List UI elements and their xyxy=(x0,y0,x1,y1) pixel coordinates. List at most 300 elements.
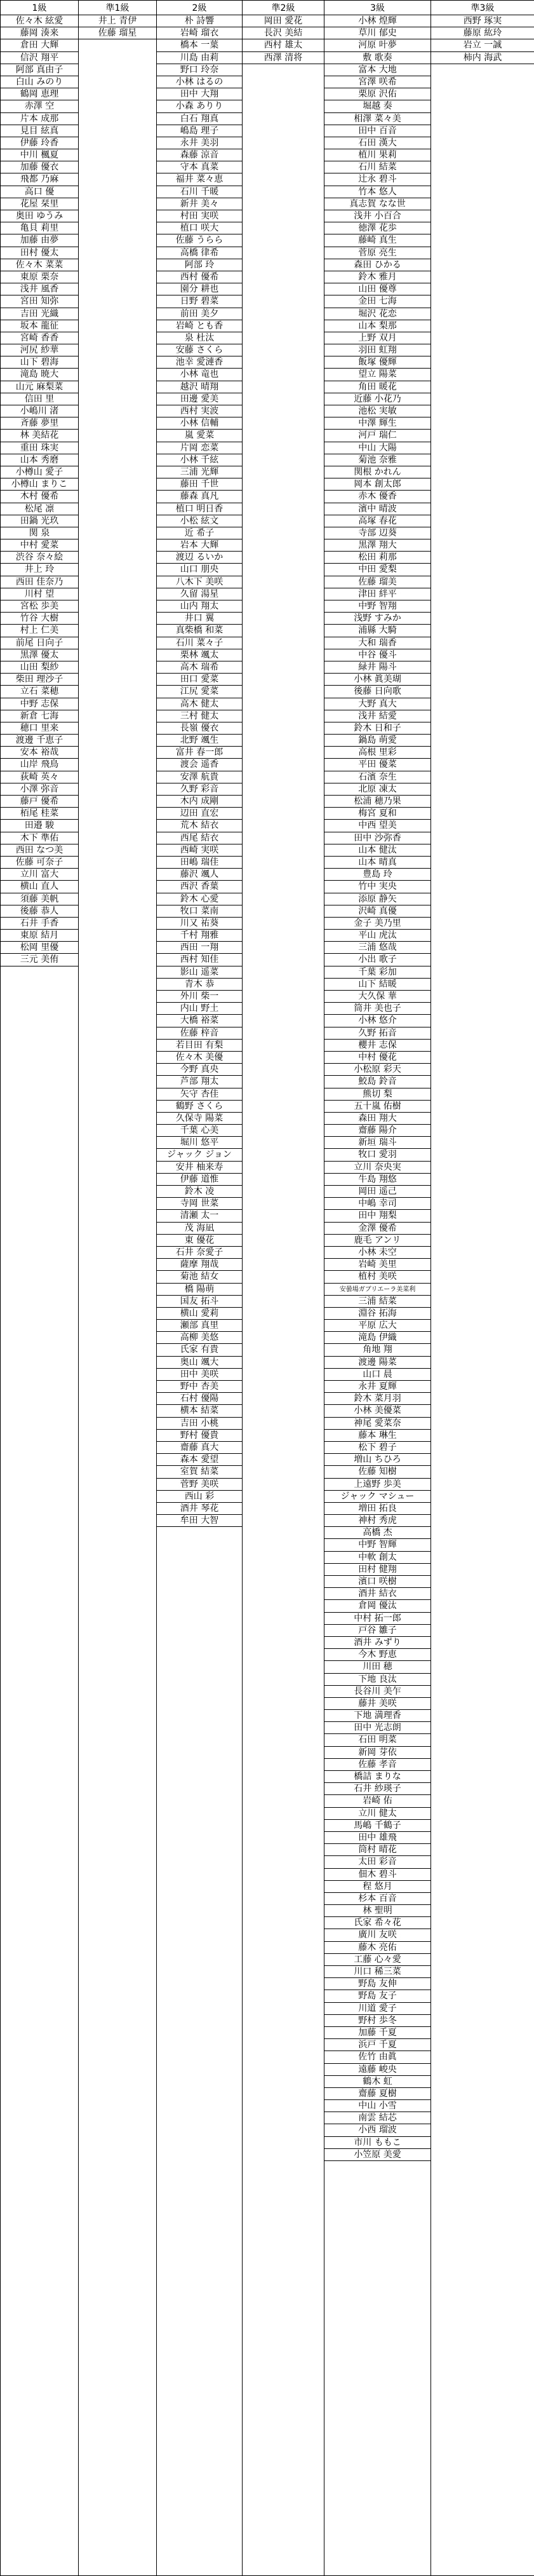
name-cell: 中野 智翔 xyxy=(324,600,431,613)
name-cell: 重田 珠実 xyxy=(1,442,78,454)
name-cell: 高橋 杰 xyxy=(324,1527,431,1539)
name-cell: 植口 咲大 xyxy=(157,222,242,234)
name-cell: 田村 優太 xyxy=(1,247,78,259)
name-cell: 石井 奈愛子 xyxy=(157,1247,242,1259)
name-cell: 西澤 清将 xyxy=(243,52,324,64)
name-cell: 高木 瑞希 xyxy=(157,661,242,674)
name-cell: 穂口 里来 xyxy=(1,722,78,735)
name-cell: 杉本 百音 xyxy=(324,1893,431,1905)
name-cell: 吉田 小桃 xyxy=(157,1418,242,1430)
name-cell: 辻永 碧斗 xyxy=(324,173,431,186)
name-cell: 大和 瑞香 xyxy=(324,637,431,649)
name-cell: 田邊 愛美 xyxy=(157,393,242,405)
name-cell: 前田 美夕 xyxy=(157,308,242,320)
name-cell: 小森 ありり xyxy=(157,100,242,112)
header-row xyxy=(1,1,534,15)
name-cell: 新井 美々 xyxy=(157,198,242,210)
name-cell: 小松原 彩天 xyxy=(324,1064,431,1076)
name-cell: 中野 智輝 xyxy=(324,1539,431,1551)
name-cell: 荒木 結衣 xyxy=(157,820,242,832)
name-cell: 中西 望美 xyxy=(324,820,431,832)
name-cell: 川島 由莉 xyxy=(157,52,242,64)
name-cell: 岩崎 佑 xyxy=(324,1795,431,1807)
name-cell: 鍋島 萌愛 xyxy=(324,735,431,747)
name-cell: 牧口 愛羽 xyxy=(324,1149,431,1161)
name-cell: 佐藤 梓音 xyxy=(157,1027,242,1040)
name-cell: 石川 菜々子 xyxy=(157,637,242,649)
name-cell: 奥山 颯大 xyxy=(157,1357,242,1369)
name-cell: 清瀬 太一 xyxy=(157,1210,242,1222)
name-cell: 金田 七海 xyxy=(324,295,431,308)
name-cell: 三浦 光輝 xyxy=(157,466,242,478)
name-cell: 齋藤 真大 xyxy=(157,1442,242,1454)
name-cell: 森本 愛望 xyxy=(157,1454,242,1466)
name-cell: 伊藤 道惟 xyxy=(157,1174,242,1186)
name-cell: 黒澤 優太 xyxy=(1,649,78,661)
name-cell: 大橋 裕菜 xyxy=(157,1015,242,1027)
name-cell: 森田 ひかる xyxy=(324,259,431,271)
name-cell: 片岡 恋菜 xyxy=(157,442,242,454)
name-cell: 加藤 優衣 xyxy=(1,161,78,173)
name-cell: 栢尾 桂菜 xyxy=(1,808,78,820)
name-cell: 山内 翔太 xyxy=(157,600,242,613)
name-cell: 安藤 さくら xyxy=(157,344,242,356)
name-cell: 井口 翼 xyxy=(157,613,242,625)
name-cell: 淵谷 拓海 xyxy=(324,1308,431,1320)
name-cell: 今野 真央 xyxy=(157,1064,242,1076)
name-cell: 河原 叶夢 xyxy=(324,39,431,51)
name-cell: 佐藤 知樹 xyxy=(324,1466,431,1478)
name-cell: 田中 大翔 xyxy=(157,88,242,100)
name-cell: 筒井 美也子 xyxy=(324,1003,431,1015)
name-cell: 立川 富大 xyxy=(1,869,78,881)
name-cell: 真柴橋 和菜 xyxy=(157,625,242,637)
name-cell: 柿内 海武 xyxy=(431,52,534,64)
name-cell: 後藤 恭人 xyxy=(1,905,78,918)
name-cell: 富本 大地 xyxy=(324,64,431,76)
name-cell: 田中 雄飛 xyxy=(324,1832,431,1844)
name-cell: 西崎 実咲 xyxy=(157,844,242,857)
name-cell: 佐藤 孝音 xyxy=(324,1759,431,1771)
name-cell: 茂 海凪 xyxy=(157,1223,242,1235)
name-cell: 森藤 涼音 xyxy=(157,149,242,161)
column-grade-2 xyxy=(157,15,243,2576)
name-cell: 石田 漢大 xyxy=(324,137,431,149)
header-grade-3: 3級 xyxy=(324,1,431,15)
name-cell: 片本 成那 xyxy=(1,113,78,125)
name-cell: 植口 明日香 xyxy=(157,503,242,515)
name-cell: 小嶋川 渚 xyxy=(1,405,78,417)
name-cell: 金澤 優希 xyxy=(324,1223,431,1235)
name-cell: 遠藤 峻央 xyxy=(324,2064,431,2076)
name-cell: 山本 梨那 xyxy=(324,320,431,332)
name-cell: 後藤 日向歌 xyxy=(324,686,431,698)
name-cell: 八木下 美咲 xyxy=(157,576,242,588)
name-cell: 望立 陽菜 xyxy=(324,369,431,381)
name-cell: 石川 結菜 xyxy=(324,161,431,173)
name-cell: 山本 秀磨 xyxy=(1,454,78,466)
name-cell: 氏家 有貴 xyxy=(157,1344,242,1356)
name-cell: 程 悠月 xyxy=(324,1881,431,1893)
name-cell: 寺岡 世菜 xyxy=(157,1198,242,1210)
name-cell: 高柳 美悠 xyxy=(157,1332,242,1344)
name-cell: 新岡 芽依 xyxy=(324,1747,431,1759)
name-cell: 赤澤 空 xyxy=(1,100,78,112)
name-cell: 下地 良汰 xyxy=(324,1674,431,1686)
name-cell: 市川 ももこ xyxy=(324,2137,431,2149)
name-cell: 三浦 悠哉 xyxy=(324,942,431,954)
name-cell: 山口 朋央 xyxy=(157,564,242,576)
name-cell: 田中 百音 xyxy=(324,125,431,137)
name-cell: 上野 双月 xyxy=(324,332,431,344)
name-cell: 加藤 由夢 xyxy=(1,234,78,247)
name-cell: 辺田 直宏 xyxy=(157,808,242,820)
name-cell: 森田 翔大 xyxy=(324,1113,431,1125)
name-cell: 東原 結月 xyxy=(1,930,78,942)
name-cell: 石村 優陽 xyxy=(157,1393,242,1405)
name-cell: 菅原 亮生 xyxy=(324,247,431,259)
name-cell: 植川 果莉 xyxy=(324,149,431,161)
name-cell: 酒井 結衣 xyxy=(324,1588,431,1600)
name-cell: 濱口 咲樹 xyxy=(324,1576,431,1588)
name-cell: 田中 翔梨 xyxy=(324,1210,431,1222)
name-cell: 伊藤 玲香 xyxy=(1,137,78,149)
name-cell: 倉田 大輝 xyxy=(1,39,78,51)
name-cell: 北野 颯生 xyxy=(157,735,242,747)
name-cell: 長沢 美結 xyxy=(243,27,324,39)
name-cell: 山下 碧海 xyxy=(1,356,78,369)
name-cell: 東原 栗奈 xyxy=(1,271,78,283)
name-cell: 緑井 陽斗 xyxy=(324,661,431,674)
name-cell: 鈴木 凌 xyxy=(157,1186,242,1198)
name-cell: 白石 翔真 xyxy=(157,113,242,125)
name-cell: 横山 直人 xyxy=(1,881,78,893)
name-cell: 下地 満理香 xyxy=(324,1710,431,1722)
name-cell: 黒澤 翔大 xyxy=(324,539,431,552)
name-cell: 関 泉 xyxy=(1,527,78,539)
name-cell: 川村 望 xyxy=(1,588,78,600)
name-cell: 相澤 菜々美 xyxy=(324,113,431,125)
name-cell: 安曇場ガブリエーラ美菜利 xyxy=(324,1284,431,1296)
name-cell: 菊池 奈雅 xyxy=(324,454,431,466)
name-cell: 藤森 真凡 xyxy=(157,491,242,503)
name-cell: 横本 結菜 xyxy=(157,1405,242,1417)
name-cell: 西村 優希 xyxy=(157,271,242,283)
name-cell: 朴 詩響 xyxy=(157,15,242,27)
name-cell: 白山 みのり xyxy=(1,76,78,88)
name-cell: 宮崎 香香 xyxy=(1,332,78,344)
name-cell: 浦縣 大騎 xyxy=(324,625,431,637)
name-cell: 石川 千暖 xyxy=(157,186,242,198)
name-cell: 工藤 心々愛 xyxy=(324,1954,431,1966)
name-cell: 関根 かれん xyxy=(324,466,431,478)
name-cell: 浅井 風香 xyxy=(1,283,78,295)
name-cell: 小松 絃文 xyxy=(157,515,242,527)
name-cell: 鈴木 日和子 xyxy=(324,722,431,735)
name-cell: 藤原 紘玲 xyxy=(431,27,534,39)
name-cell: 中村 拓一郎 xyxy=(324,1613,431,1625)
name-cell: 堀沢 花恋 xyxy=(324,308,431,320)
name-cell: 外川 柴一 xyxy=(157,991,242,1003)
name-cell: 坂本 龍征 xyxy=(1,320,78,332)
name-cell: 渋谷 奈々絵 xyxy=(1,552,78,564)
column-grade-pre1 xyxy=(79,15,157,2576)
name-cell: 齋藤 陽介 xyxy=(324,1125,431,1137)
name-cell: 梅宮 夏和 xyxy=(324,808,431,820)
name-cell: 西田 佳奈乃 xyxy=(1,576,78,588)
name-cell: 大野 真大 xyxy=(324,698,431,710)
name-cell: 飛都 乃麻 xyxy=(1,173,78,186)
name-cell: 渡邊 陽菜 xyxy=(324,1357,431,1369)
name-cell: 西田 一翔 xyxy=(157,942,242,954)
name-cell: 野島 友子 xyxy=(324,1990,431,2002)
name-cell: 池幸 愛漣香 xyxy=(157,356,242,369)
name-cell: 藤井 美咲 xyxy=(324,1698,431,1710)
name-cell: 福井 菜々恵 xyxy=(157,173,242,186)
name-cell: 田嶋 瑞佳 xyxy=(157,857,242,869)
name-cell: 鈴木 菜月羽 xyxy=(324,1393,431,1405)
name-cell: 西村 知佳 xyxy=(157,954,242,966)
name-cell: 吉田 光織 xyxy=(1,308,78,320)
name-cell: 小林 美優菜 xyxy=(324,1405,431,1417)
name-cell: 角田 暖花 xyxy=(324,381,431,393)
name-cell: 高根 里彩 xyxy=(324,747,431,759)
names-row xyxy=(1,15,534,2576)
name-cell: 山元 麻梨菜 xyxy=(1,381,78,393)
name-cell: 濱中 晴波 xyxy=(324,503,431,515)
name-cell: 佐々木 絃愛 xyxy=(1,15,78,27)
name-cell: 増田 拓良 xyxy=(324,1503,431,1515)
name-cell: 佐藤 うらら xyxy=(157,234,242,247)
name-cell: 奥田 ゆうみ xyxy=(1,210,78,222)
name-cell: 竹中 実央 xyxy=(324,881,431,893)
name-cell: 小林 悠介 xyxy=(324,1015,431,1027)
name-cell: 佃木 碧斗 xyxy=(324,1869,431,1881)
name-cell: 栗原 沢佑 xyxy=(324,88,431,100)
name-cell: 阿部 真由子 xyxy=(1,64,78,76)
name-cell: 南雲 結芯 xyxy=(324,2112,431,2124)
name-cell: 高木 健太 xyxy=(157,698,242,710)
name-cell: 川道 愛子 xyxy=(324,2003,431,2015)
name-cell: 神尾 愛菜奈 xyxy=(324,1418,431,1430)
name-cell: 鈴木 雅月 xyxy=(324,271,431,283)
name-cell: ジャック マシュー xyxy=(324,1491,431,1503)
name-cell: 豊島 玲 xyxy=(324,869,431,881)
name-cell: 村上 仁美 xyxy=(1,625,78,637)
name-cell: 寺部 辺葵 xyxy=(324,527,431,539)
name-cell: 田中 光志朗 xyxy=(324,1722,431,1734)
name-cell: 西村 実波 xyxy=(157,405,242,417)
name-cell: 中山 大陽 xyxy=(324,442,431,454)
name-cell: 久野 拓音 xyxy=(324,1027,431,1040)
name-cell: 信田 里 xyxy=(1,393,78,405)
name-cell: 木村 優希 xyxy=(1,491,78,503)
name-cell: 山下 結暖 xyxy=(324,979,431,991)
name-cell: 長谷川 美乍 xyxy=(324,1686,431,1698)
name-cell: 小林 未空 xyxy=(324,1247,431,1259)
name-cell: 田中 美咲 xyxy=(157,1369,242,1381)
name-cell: 田村 健翔 xyxy=(324,1564,431,1576)
name-cell: 三村 健太 xyxy=(157,710,242,722)
name-cell: 若目田 有梨 xyxy=(157,1040,242,1052)
name-cell: 田鍋 光玖 xyxy=(1,515,78,527)
name-cell: 三元 美侑 xyxy=(1,954,78,966)
name-cell: 佐々木 菜菜 xyxy=(1,259,78,271)
header-grade-pre1: 準1級 xyxy=(79,1,157,15)
name-cell: 小林 煌輝 xyxy=(324,15,431,27)
header-grade-1: 1級 xyxy=(1,1,79,15)
name-cell: 浅井 小百合 xyxy=(324,210,431,222)
name-cell: 松田 莉那 xyxy=(324,552,431,564)
name-cell: 高橋 律希 xyxy=(157,247,242,259)
name-cell: 瀬部 真里 xyxy=(157,1320,242,1332)
name-cell: 添原 静矢 xyxy=(324,893,431,905)
name-cell: 西尾 結衣 xyxy=(157,832,242,844)
name-cell: 渡会 遥香 xyxy=(157,759,242,771)
name-cell: 鈴木 心愛 xyxy=(157,893,242,905)
name-cell: 藤本 琳生 xyxy=(324,1430,431,1442)
name-cell: 五十嵐 佑樹 xyxy=(324,1101,431,1113)
name-cell: 矢守 杏佳 xyxy=(157,1088,242,1101)
name-cell: 近藤 小花乃 xyxy=(324,393,431,405)
name-cell: 永井 美羽 xyxy=(157,137,242,149)
name-cell: 嶋島 理子 xyxy=(157,125,242,137)
name-cell: 石井 紗瑛子 xyxy=(324,1783,431,1795)
name-cell: 菅野 美咲 xyxy=(157,1479,242,1491)
name-cell: 柴田 理沙子 xyxy=(1,674,78,686)
name-cell: 岩立 一誠 xyxy=(431,39,534,51)
name-cell: 中村 優花 xyxy=(324,1052,431,1064)
name-cell: 牟田 大智 xyxy=(157,1515,242,1527)
name-cell: 室賀 結菜 xyxy=(157,1466,242,1478)
name-cell: 太田 彩音 xyxy=(324,1856,431,1868)
name-cell: 橋本 一葉 xyxy=(157,39,242,51)
name-cell: 筒村 晴花 xyxy=(324,1844,431,1856)
name-cell: 小林 信輔 xyxy=(157,417,242,430)
name-cell: 久保寺 陽菜 xyxy=(157,1113,242,1125)
name-cell: 角地 翔 xyxy=(324,1344,431,1356)
name-cell: 山田 梨紗 xyxy=(1,661,78,674)
name-cell: 敷 歌奏 xyxy=(324,52,431,64)
name-cell: 佐々木 美優 xyxy=(157,1052,242,1064)
name-cell: 富井 春一郎 xyxy=(157,747,242,759)
name-cell: 中山 小雪 xyxy=(324,2100,431,2112)
name-cell: 木下 準佑 xyxy=(1,832,78,844)
name-cell: 竹本 悠人 xyxy=(324,186,431,198)
name-cell: ジャック ジョン xyxy=(157,1149,242,1161)
name-cell: 国友 拓斗 xyxy=(157,1296,242,1308)
name-cell: 今木 野恵 xyxy=(324,1649,431,1661)
name-cell: 赤木 優香 xyxy=(324,491,431,503)
name-cell: 三浦 結菜 xyxy=(324,1296,431,1308)
name-cell: 中嶋 幸司 xyxy=(324,1198,431,1210)
name-cell: 西田 なつ美 xyxy=(1,844,78,857)
name-cell: 浅井 結愛 xyxy=(324,710,431,722)
name-cell: 池松 実敏 xyxy=(324,405,431,417)
name-cell: 小林 眞美瑚 xyxy=(324,674,431,686)
name-cell: 鶴木 虹 xyxy=(324,2076,431,2088)
name-cell: 草川 郁史 xyxy=(324,27,431,39)
name-cell: 長嶺 優衣 xyxy=(157,722,242,735)
name-cell: 園分 耕也 xyxy=(157,283,242,295)
name-cell: 千葉 心美 xyxy=(157,1125,242,1137)
name-cell: 小西 瑠波 xyxy=(324,2124,431,2136)
name-cell: 菊池 結女 xyxy=(157,1271,242,1283)
name-cell: 高口 優 xyxy=(1,186,78,198)
name-cell: 高塚 春花 xyxy=(324,515,431,527)
name-cell: 松浦 穂乃果 xyxy=(324,796,431,808)
name-cell: 石濱 奈生 xyxy=(324,771,431,783)
name-cell: 久留 湯星 xyxy=(157,588,242,600)
name-cell: 宮澤 咲希 xyxy=(324,76,431,88)
name-cell: 佐竹 由眞 xyxy=(324,2051,431,2063)
name-cell: 野村 優貴 xyxy=(157,1430,242,1442)
name-cell: 影山 遥菜 xyxy=(157,966,242,979)
name-cell: 飯塚 優輝 xyxy=(324,356,431,369)
name-cell: 中野 志保 xyxy=(1,698,78,710)
name-cell: 小笠原 美愛 xyxy=(324,2149,431,2161)
name-cell: 須藤 美帆 xyxy=(1,893,78,905)
name-cell: 藤戸 優希 xyxy=(1,796,78,808)
name-cell: 林 聖明 xyxy=(324,1905,431,1917)
column-grade-1 xyxy=(1,15,79,2576)
name-cell: 川田 穂 xyxy=(324,1661,431,1673)
name-cell: 井上 玲 xyxy=(1,564,78,576)
name-cell: 中田 愛梨 xyxy=(324,564,431,576)
name-cell: 西山 彩 xyxy=(157,1491,242,1503)
name-cell: 加藤 千夏 xyxy=(324,2027,431,2039)
name-cell: 松尾 凛 xyxy=(1,503,78,515)
name-cell: 渡辺 るいか xyxy=(157,552,242,564)
name-cell: 山本 晴真 xyxy=(324,857,431,869)
name-cell: 羽田 虹翔 xyxy=(324,344,431,356)
name-cell: 牧口 菜南 xyxy=(157,905,242,918)
name-cell: 牛島 翔悠 xyxy=(324,1174,431,1186)
name-cell: 馬嶋 千鶴子 xyxy=(324,1820,431,1832)
name-cell: 立川 奈央実 xyxy=(324,1162,431,1174)
name-cell: 藤沢 颯人 xyxy=(157,869,242,881)
name-cell: 野村 歩冬 xyxy=(324,2015,431,2027)
name-cell: 木内 成剛 xyxy=(157,796,242,808)
name-cell: 平山 虎汰 xyxy=(324,930,431,942)
name-cell: 浜戸 千夏 xyxy=(324,2039,431,2051)
name-cell: 真志賀 なな世 xyxy=(324,198,431,210)
name-cell: 江尻 愛菜 xyxy=(157,686,242,698)
name-cell: 斉藤 夢里 xyxy=(1,417,78,430)
name-cell: 小林 竜也 xyxy=(157,369,242,381)
name-cell: 北原 凍太 xyxy=(324,783,431,796)
name-cell: 小林 千絃 xyxy=(157,454,242,466)
name-cell: 山本 健汰 xyxy=(324,844,431,857)
name-cell: 中村 愛菜 xyxy=(1,539,78,552)
name-cell: 佐藤 瑠美 xyxy=(324,576,431,588)
name-cell: 中川 楓夏 xyxy=(1,149,78,161)
name-cell: 岩崎 美里 xyxy=(324,1259,431,1271)
name-cell: 千村 翔雅 xyxy=(157,930,242,942)
name-cell: 沢崎 真優 xyxy=(324,905,431,918)
name-cell: 熊切 梨 xyxy=(324,1088,431,1101)
name-cell: 藤崎 真生 xyxy=(324,234,431,247)
name-cell: 橋詰 まりな xyxy=(324,1771,431,1783)
name-cell: 小樽山 まりこ xyxy=(1,478,78,491)
name-cell: 泉 杜汰 xyxy=(157,332,242,344)
name-cell: 永井 夏輝 xyxy=(324,1381,431,1393)
column-grade-3 xyxy=(324,15,431,2576)
name-cell: 野島 友伸 xyxy=(324,1978,431,1990)
name-cell: 渡邊 千恵子 xyxy=(1,735,78,747)
name-cell: 千葉 彩加 xyxy=(324,966,431,979)
name-cell: 石井 手香 xyxy=(1,918,78,930)
